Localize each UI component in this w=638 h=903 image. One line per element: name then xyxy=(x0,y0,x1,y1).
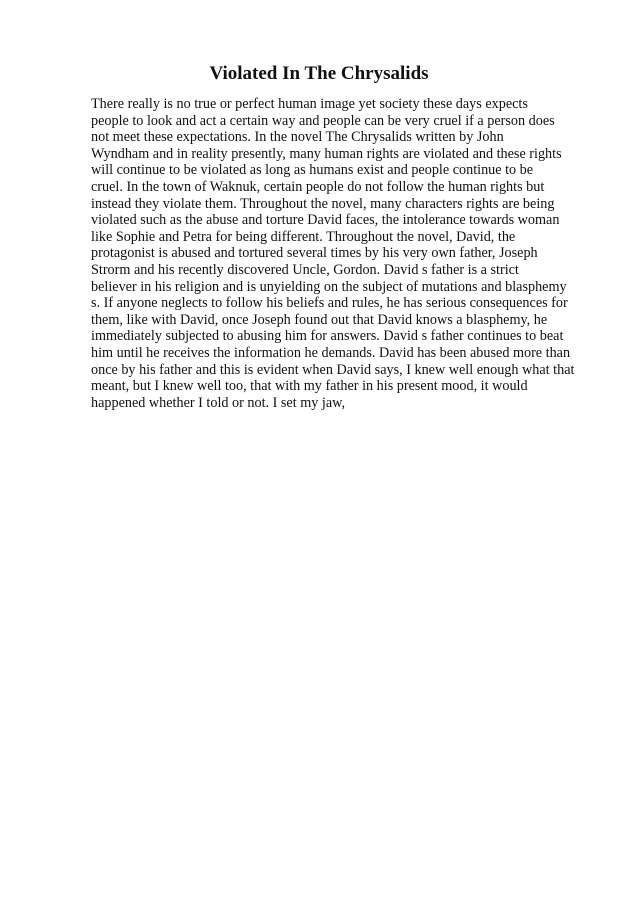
body-line: instead they violate them. Throughout the novel, many characters rights are being xyxy=(91,195,555,212)
body-line: not meet these expectations. In the novel The Chrysalids written by John xyxy=(91,129,504,146)
body-line: like Sophie and Petra for being different. Throughout the novel, David, the xyxy=(91,228,516,245)
body-line: There really is no true or perfect human image yet society these days expects xyxy=(91,96,528,112)
body-line: them, like with David, once Joseph found out that David knows a blasphemy, he xyxy=(91,311,548,328)
body-line: cruel. In the town of Waknuk, certain people do not follow the human rights but xyxy=(91,178,545,195)
body-line: happened whether I told or not. I set my jaw, xyxy=(91,394,345,411)
body-line: believer in his religion and is unyielding on the subject of mutations and blasphemy xyxy=(91,278,567,295)
document-body xyxy=(91,96,591,411)
body-line: Strorm and his recently discovered Uncle, Gordon. David s father is a strict xyxy=(91,261,519,278)
body-line: him until he receives the information he demands. David has been abused more than xyxy=(91,344,571,361)
body-line: people to look and act a certain way and people can be very cruel if a person does xyxy=(91,112,555,129)
body-line: meant, but I knew well too, that with my father in his present mood, it would xyxy=(91,378,528,395)
body-line: violated such as the abuse and torture David faces, the intolerance towards woman xyxy=(91,212,560,229)
body-line: once by his father and this is evident when David says, I knew well enough what that xyxy=(91,361,575,378)
document-title: Violated In The Chrysalids xyxy=(209,63,429,84)
body-line: Wyndham and in reality presently, many human rights are violated and these rights xyxy=(91,145,562,162)
body-line: protagonist is abused and tortured several times by his very own father, Joseph xyxy=(91,245,538,262)
body-line: will continue to be violated as long as humans exist and people continue to be xyxy=(91,162,534,179)
body-line: immediately subjected to abusing him for answers. David s father continues to beat xyxy=(91,328,564,345)
body-line: s. If anyone neglects to follow his beliefs and rules, he has serious consequences for xyxy=(91,295,568,312)
